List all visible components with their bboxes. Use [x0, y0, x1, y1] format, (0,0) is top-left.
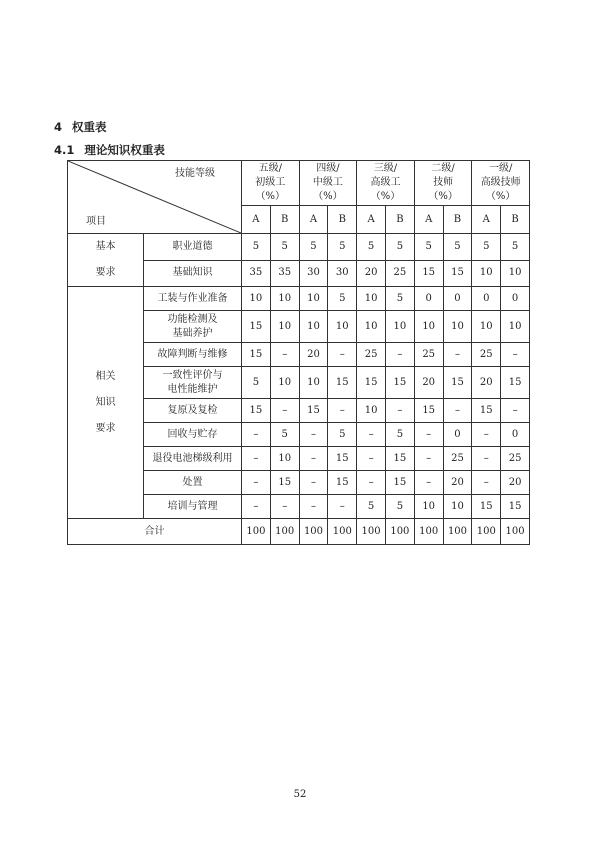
level-header-5 — [242, 161, 300, 206]
row-label-line: 一致性评价与 — [162, 369, 223, 381]
value-cell: – — [242, 447, 271, 471]
category-label-line: 相关 — [95, 370, 116, 382]
value-cell: 5 — [328, 234, 357, 261]
value-cell: 15 — [242, 399, 271, 423]
row-label-line: 退役电池梯级利用 — [152, 452, 233, 464]
value-cell: – — [270, 399, 299, 423]
row-label-cell — [144, 287, 242, 311]
level-header-1 — [472, 161, 530, 206]
value-cell: 5 — [328, 287, 357, 311]
value-cell: 100 — [414, 519, 443, 545]
value-cell: 25 — [501, 447, 530, 471]
value-cell: 20 — [501, 471, 530, 495]
value-cell: 15 — [443, 260, 472, 287]
value-cell: 0 — [414, 287, 443, 311]
value-cell: – — [242, 423, 271, 447]
value-cell: 25 — [385, 260, 414, 287]
value-cell: 15 — [414, 399, 443, 423]
value-cell: 15 — [501, 495, 530, 519]
ab-header-cell: A — [414, 206, 443, 234]
value-cell: 5 — [299, 234, 328, 261]
value-cell: – — [472, 423, 501, 447]
value-cell: 10 — [443, 495, 472, 519]
row-label-line: 复原及复检 — [167, 404, 218, 416]
value-cell: 30 — [328, 260, 357, 287]
value-cell: 10 — [443, 311, 472, 343]
ab-header-cell: B — [270, 206, 299, 234]
subsection-heading — [54, 142, 165, 158]
level-header-2 — [414, 161, 472, 206]
value-cell: 10 — [414, 311, 443, 343]
value-cell: 10 — [270, 367, 299, 399]
value-cell: 5 — [472, 234, 501, 261]
section-title: 权重表 — [72, 120, 107, 134]
value-cell: 10 — [414, 495, 443, 519]
value-cell: 15 — [328, 367, 357, 399]
row-label-line: 处置 — [182, 476, 203, 488]
value-cell: – — [414, 471, 443, 495]
ab-header-cell: A — [299, 206, 328, 234]
ab-header-cell: B — [328, 206, 357, 234]
row-label-cell — [144, 447, 242, 471]
value-cell: 10 — [299, 287, 328, 311]
value-cell: – — [385, 343, 414, 367]
value-cell: 15 — [385, 447, 414, 471]
value-cell: – — [299, 447, 328, 471]
level-header-line: （%） — [255, 191, 286, 202]
ab-header-cell: A — [242, 206, 271, 234]
value-cell: 5 — [385, 287, 414, 311]
value-cell: 20 — [414, 367, 443, 399]
value-cell: – — [328, 343, 357, 367]
value-cell: 15 — [328, 447, 357, 471]
value-cell: 100 — [357, 519, 386, 545]
weight-table — [67, 160, 530, 545]
value-cell: 10 — [299, 311, 328, 343]
value-cell: 25 — [443, 447, 472, 471]
value-cell: – — [299, 495, 328, 519]
level-header-3 — [357, 161, 415, 206]
value-cell: 0 — [443, 287, 472, 311]
level-header-line: 三级/ — [373, 163, 398, 174]
value-cell: – — [414, 447, 443, 471]
row-label-cell — [144, 343, 242, 367]
level-header-line: 四级/ — [316, 163, 340, 174]
value-cell: 20 — [299, 343, 328, 367]
value-cell: – — [472, 447, 501, 471]
value-cell: – — [270, 495, 299, 519]
value-cell: 20 — [443, 471, 472, 495]
value-cell: 15 — [443, 367, 472, 399]
value-cell: 15 — [385, 367, 414, 399]
corner-item-label: 项目 — [86, 216, 106, 227]
level-header-line: 一级/ — [489, 163, 513, 174]
level-header-line: 高级工 — [370, 177, 401, 188]
total-row — [68, 519, 530, 545]
level-header-line: 二级/ — [431, 163, 455, 174]
value-cell: 5 — [242, 234, 271, 261]
row-label-cell — [144, 471, 242, 495]
ab-header-cell: A — [472, 206, 501, 234]
value-cell: 20 — [357, 260, 386, 287]
category-cell — [68, 234, 144, 287]
value-cell: 10 — [328, 311, 357, 343]
value-cell: – — [357, 423, 386, 447]
row-label-line: 基础养护 — [172, 327, 213, 339]
value-cell: 10 — [501, 311, 530, 343]
level-header-line: （%） — [485, 191, 516, 202]
value-cell: – — [328, 399, 357, 423]
value-cell: 100 — [472, 519, 501, 545]
value-cell: 10 — [501, 260, 530, 287]
value-cell: – — [443, 399, 472, 423]
row-label-line: 故障判断与维修 — [157, 348, 228, 360]
value-cell: 5 — [357, 234, 386, 261]
section-number: 4 — [54, 120, 63, 134]
value-cell: – — [299, 423, 328, 447]
value-cell: 15 — [357, 367, 386, 399]
value-cell: – — [385, 399, 414, 423]
value-cell: 10 — [242, 287, 271, 311]
level-header-line: 高级技师 — [480, 177, 521, 188]
ab-header-cell: A — [357, 206, 386, 234]
row-label-line: 功能检测及 — [167, 313, 218, 325]
ab-header-cell: B — [501, 206, 530, 234]
value-cell: 15 — [270, 471, 299, 495]
value-cell: – — [299, 471, 328, 495]
value-cell: 0 — [443, 423, 472, 447]
value-cell: 15 — [328, 471, 357, 495]
value-cell: 100 — [299, 519, 328, 545]
value-cell: – — [443, 343, 472, 367]
value-cell: 5 — [385, 234, 414, 261]
value-cell: – — [501, 399, 530, 423]
value-cell: 10 — [299, 367, 328, 399]
subsection-title: 理论知识权重表 — [84, 143, 165, 157]
level-header-line: （%） — [370, 191, 401, 202]
level-header-line: 中级工 — [312, 177, 343, 188]
value-cell: 10 — [270, 287, 299, 311]
value-cell: 100 — [385, 519, 414, 545]
value-cell: 0 — [472, 287, 501, 311]
value-cell: 5 — [242, 367, 271, 399]
value-cell: 20 — [472, 367, 501, 399]
row-label-line: 回收与贮存 — [167, 428, 218, 440]
value-cell: 100 — [443, 519, 472, 545]
value-cell: – — [357, 447, 386, 471]
table-row — [68, 287, 530, 311]
level-header-line: 技师 — [433, 177, 454, 188]
table-row — [68, 234, 530, 261]
value-cell: 100 — [242, 519, 271, 545]
value-cell: 10 — [357, 287, 386, 311]
page-number: 52 — [293, 789, 307, 800]
total-label-cell: 合计 — [68, 519, 242, 545]
subsection-number: 4.1 — [54, 143, 75, 157]
value-cell: 10 — [472, 311, 501, 343]
value-cell: 5 — [414, 234, 443, 261]
value-cell: 5 — [501, 234, 530, 261]
value-cell: 15 — [242, 343, 271, 367]
category-label-line: 基本 — [95, 241, 116, 252]
value-cell: 100 — [270, 519, 299, 545]
value-cell: 10 — [472, 260, 501, 287]
value-cell: 15 — [414, 260, 443, 287]
row-label-line: 培训与管理 — [167, 500, 218, 512]
ab-header-cell: B — [385, 206, 414, 234]
value-cell: 15 — [472, 495, 501, 519]
value-cell: – — [357, 471, 386, 495]
value-cell: 25 — [472, 343, 501, 367]
corner-skill-level-label: 技能等级 — [175, 168, 215, 179]
value-cell: 0 — [501, 287, 530, 311]
row-label-cell — [144, 423, 242, 447]
value-cell: – — [472, 471, 501, 495]
row-label-line: 工装与作业准备 — [157, 292, 228, 304]
level-header-4 — [299, 161, 357, 206]
value-cell: 35 — [270, 260, 299, 287]
value-cell: 5 — [357, 495, 386, 519]
value-cell: 10 — [357, 311, 386, 343]
value-cell: 10 — [385, 311, 414, 343]
level-header-line: （%） — [313, 191, 343, 202]
value-cell: 5 — [443, 234, 472, 261]
value-cell: 100 — [501, 519, 530, 545]
ab-header-cell: B — [443, 206, 472, 234]
row-label-cell — [144, 399, 242, 423]
value-cell: 100 — [328, 519, 357, 545]
value-cell: 5 — [385, 423, 414, 447]
value-cell: 25 — [357, 343, 386, 367]
value-cell: 10 — [270, 447, 299, 471]
row-label-line: 职业道德 — [172, 240, 213, 252]
value-cell: 5 — [270, 423, 299, 447]
value-cell: 15 — [501, 367, 530, 399]
value-cell: 15 — [385, 471, 414, 495]
category-label-line: 要求 — [95, 267, 116, 278]
row-label-cell — [144, 260, 242, 287]
value-cell: – — [501, 343, 530, 367]
value-cell: 15 — [299, 399, 328, 423]
value-cell: 10 — [357, 399, 386, 423]
value-cell: 15 — [242, 311, 271, 343]
category-cell — [68, 287, 144, 519]
corner-header-cell — [68, 161, 242, 234]
value-cell: 10 — [270, 311, 299, 343]
value-cell: 5 — [328, 423, 357, 447]
row-label-cell — [144, 495, 242, 519]
category-label-line: 知识 — [95, 396, 116, 408]
value-cell: – — [242, 471, 271, 495]
value-cell: 35 — [242, 260, 271, 287]
row-label-cell — [144, 234, 242, 261]
row-label-line: 电性能维护 — [167, 383, 218, 395]
value-cell: – — [328, 495, 357, 519]
value-cell: 25 — [414, 343, 443, 367]
section-heading — [54, 119, 107, 135]
value-cell: 5 — [270, 234, 299, 261]
value-cell: 30 — [299, 260, 328, 287]
row-label-cell — [144, 311, 242, 343]
value-cell: 15 — [472, 399, 501, 423]
value-cell: 0 — [501, 423, 530, 447]
value-cell: – — [242, 495, 271, 519]
level-header-line: （%） — [428, 191, 458, 202]
row-label-line: 基础知识 — [172, 267, 213, 279]
row-label-cell — [144, 367, 242, 399]
level-header-line: 初级工 — [255, 177, 286, 188]
value-cell: – — [270, 343, 299, 367]
value-cell: – — [414, 423, 443, 447]
value-cell: 5 — [385, 495, 414, 519]
level-header-line: 五级/ — [258, 163, 282, 174]
category-label-line: 要求 — [95, 422, 116, 434]
